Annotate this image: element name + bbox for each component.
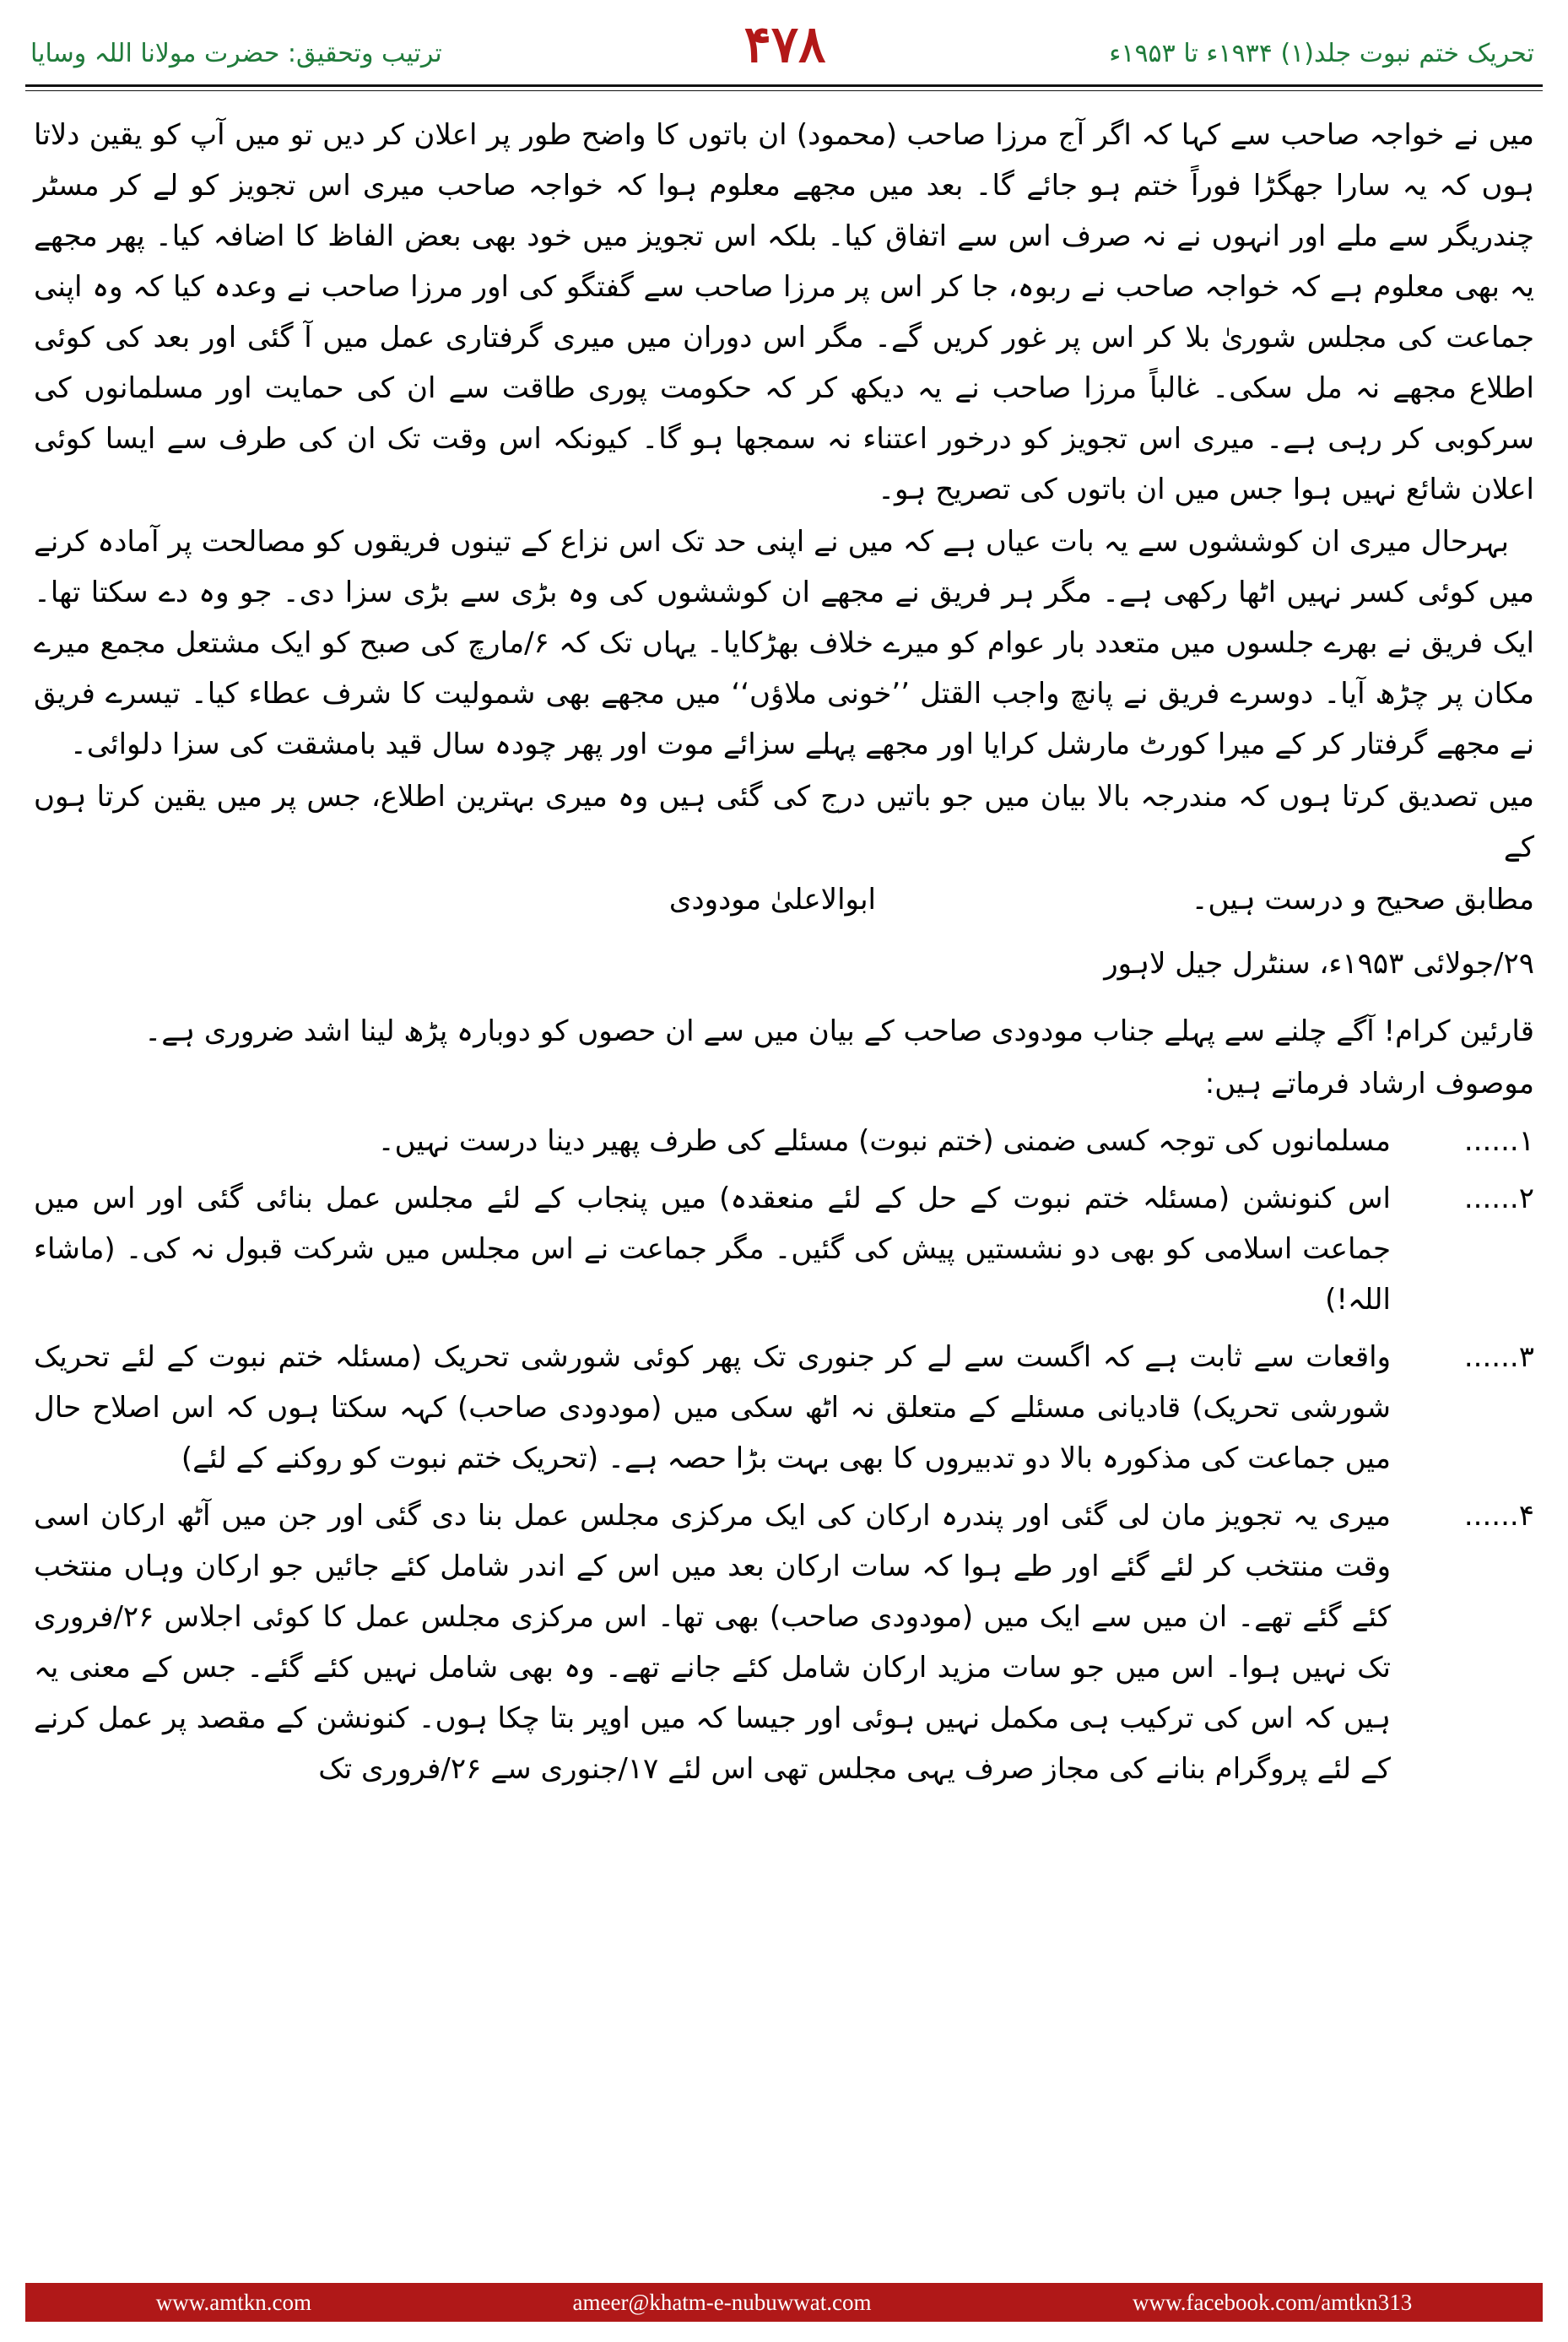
paragraph-3: میں تصدیق کرتا ہوں کہ مندرجہ بالا بیان میں جو باتیں درج کی گئی ہیں وہ میری بہترین اطلاع، جس پر میں یقین کرتا ہوں کے	[34, 780, 1534, 864]
header-divider-thin	[25, 90, 1543, 91]
book-title: تحریک ختم نبوت جلد(۱) ۱۹۳۴ء تا ۱۹۵۳ء	[1109, 39, 1534, 68]
header-divider	[25, 84, 1543, 87]
page-number: ۴۷۸	[743, 15, 826, 74]
numbered-point-1	[34, 1116, 1534, 1166]
point-text: میری یہ تجویز مان لی گئی اور پندرہ ارکان کی ایک مرکزی مجلس عمل بنا دی گئی اور جن میں آٹھ ارکان اسی وقت منتخب کر لئے گئے اور طے ہوا کہ سات ارکان بعد میں اس کے اندر شامل کئے جائیں جو ارکان وہاں منتخب کئے گئے تھے۔ ان میں سے ایک میں (مودودی صاحب) بھی تھا۔ اس مرکزی مجلس عمل کا کوئی اجلاس ۲۶/فروری تک نہیں ہوا۔ اس میں جو سات مزید ارکان شامل کئے جانے تھے۔ وہ بھی شامل نہیں کئے گئے۔ جس کے معنی یہ ہیں کہ اس کی ترکیب ہی مکمل نہیں ہوئی اور جیسا کہ میں اوپر بتا چکا ہوں۔ کنونشن کے مقصد پر عمل کرنے کے لئے پروگرام بنانے کی مجاز صرف یہی مجلس تھی اس لئے ۱۷/جنوری سے ۲۶/فروری تک	[34, 1499, 1391, 1786]
point-number: ۲......	[1463, 1182, 1534, 1215]
page-body	[34, 110, 1534, 2270]
point-text: واقعات سے ثابت ہے کہ اگست سے لے کر جنوری تک پھر کوئی شورشی تحریک (مسئلہ ختم نبوت کے لئے تحریک شورشی تحریک) قادیانی مسئلے کے متعلق نہ اٹھ سکی میں (مودودی صاحب) کہہ سکتا ہوں کہ اس اصلاح حال میں جماعت کی مذکورہ بالا دو تدبیروں کا بھی بہت بڑا حصہ ہے۔ (تحریک ختم نبوت کو روکنے کے لئے)	[34, 1340, 1391, 1475]
numbered-point-4	[34, 1490, 1534, 1794]
signature-row	[34, 874, 1534, 925]
email-link[interactable]: ameer@khatm-e-nubuwwat.com	[572, 2289, 872, 2315]
point-number: ۳......	[1463, 1340, 1534, 1374]
signature-name: ابوالاعلیٰ مودودی	[668, 883, 876, 917]
date-location: ۲۹/جولائی ۱۹۵۳ء، سنٹرل جیل لاہور	[1104, 947, 1534, 981]
website-link[interactable]: www.amtkn.com	[155, 2289, 311, 2315]
commentary-lead: موصوف ارشاد فرماتے ہیں:	[1204, 1067, 1534, 1101]
point-number: ۴......	[1463, 1499, 1534, 1533]
paragraph-2: بہرحال میری ان کوششوں سے یہ بات عیاں ہے کہ میں نے اپنی حد تک اس نزاع کے تینوں فریقوں کو مصالحت پر آمادہ کرنے میں کوئی کسر نہیں اٹھا رکھی ہے۔ مگر ہر فریق نے مجھے ان کوششوں کی وہ بڑی سے بڑی سزا دی۔ جو وہ دے سکتا تھا۔ ایک فریق نے بھرے جلسوں میں متعدد بار عوام کو میرے خلاف بھڑکایا۔ یہاں تک کہ ۶/مارچ کی صبح کو ایک مشتعل مجمع میرے مکان پر چڑھ آیا۔ دوسرے فریق نے پانچ واجب القتل ’’خونی ملاؤں‘‘ میں مجھے بھی شمولیت کا شرف عطاء کیا۔ تیسرے فریق نے مجھے گرفتار کر کے میرا کورٹ مارشل کرایا اور مجھے پہلے سزائے موت اور پھر چودہ سال قید بامشقت کی سزا دلوائی۔	[34, 525, 1534, 761]
point-text: مسلمانوں کی توجہ کسی ضمنی (ختم نبوت) مسئلے کی طرف پھیر دینا درست نہیں۔	[377, 1124, 1391, 1158]
compiler-credit: ترتیب وتحقیق: حضرت مولانا اللہ وسایا	[30, 39, 442, 68]
page-header	[0, 0, 1568, 84]
commentary-intro: قارئین کرام! آگے چلنے سے پہلے جناب مودودی صاحب کے بیان میں سے ان حصوں کو دوبارہ پڑھ لینا اشد ضروری ہے۔	[144, 1014, 1534, 1048]
point-text: اس کنونشن (مسئلہ ختم نبوت کے حل کے لئے منعقدہ) میں پنجاب کے لئے مجلس عمل بنائی گئی اور اس میں جماعت اسلامی کو بھی دو نشستیں پیش کی گئیں۔ مگر جماعت نے اس مجلس میں شرکت قبول نہ کی۔ (ماشاء اللہ!)	[34, 1182, 1391, 1317]
paragraph-1: میں نے خواجہ صاحب سے کہا کہ اگر آج مرزا صاحب (محمود) ان باتوں کا واضح طور پر اعلان کر دیں تو میں آپ کو یقین دلاتا ہوں کہ یہ سارا جھگڑا فوراً ختم ہو جائے گا۔ بعد میں مجھے معلوم ہوا کہ خواجہ صاحب میری اس تجویز کو لے کر مسٹر چندریگر سے ملے اور انہوں نے نہ صرف اس سے اتفاق کیا۔ بلکہ اس تجویز میں خود بھی بعض الفاظ کا اضافہ کیا۔ پھر مجھے یہ بھی معلوم ہے کہ خواجہ صاحب نے ربوہ، جا کر اس پر مرزا صاحب سے گفتگو کی اور مرزا صاحب نے وعدہ کیا کہ وہ اپنی جماعت کی مجلس شوریٰ بلا کر اس پر غور کریں گے۔ مگر اس دوران میں میری گرفتاری عمل میں آ گئی اور بعد کی کوئی اطلاع مجھے نہ مل سکی۔ غالباً مرزا صاحب نے یہ دیکھ کر کہ حکومت پوری طاقت سے ان کی حمایت اور مسلمانوں کی سرکوبی کر رہی ہے۔ میری اس تجویز کو درخور اعتناء نہ سمجھا ہو گا۔ کیونکہ اس وقت تک ان کی طرف سے ایسا کوئی اعلان شائع نہیں ہوا جس میں ان باتوں کی تصریح ہو۔	[34, 118, 1534, 506]
point-number: ۱......	[1463, 1124, 1534, 1158]
footer-bar	[25, 2283, 1543, 2322]
facebook-link[interactable]: www.facebook.com/amtkn313	[1133, 2289, 1413, 2315]
signature-closing: مطابق صحیح و درست ہیں۔	[1191, 883, 1534, 917]
numbered-point-3	[34, 1332, 1534, 1484]
numbered-point-2	[34, 1173, 1534, 1325]
